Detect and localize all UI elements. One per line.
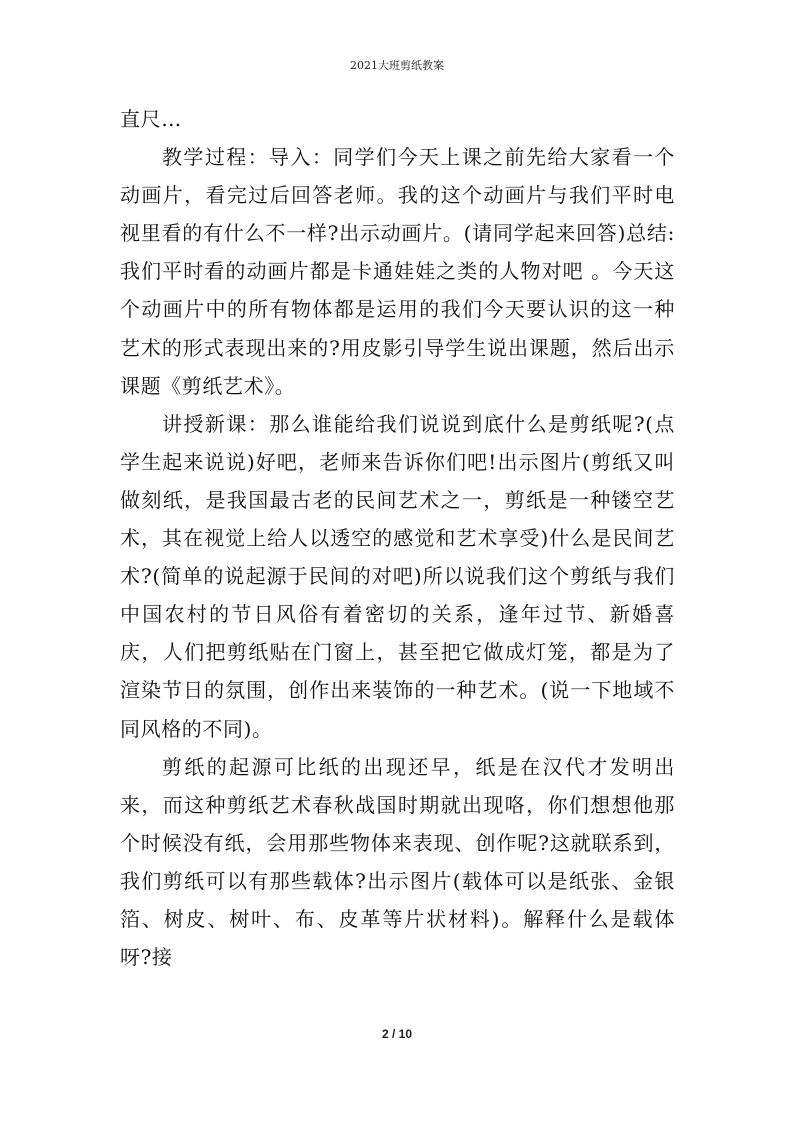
paragraph-materials-end: 直尺… xyxy=(120,107,182,131)
page-header xyxy=(0,59,794,73)
paragraph-paper-cutting-origin: 剪纸的起源可比纸的出现还早，纸是在汉代才发明出来，而这种剪纸艺术春秋战国时期就出现咯，你们想想他那个时候没有纸，会用那些物体来表现、创作呢?这就联系到，我们剪纸可以有那些载体?出示图片(载体可以是纸张、金银箔、树皮、树叶、布、皮革等片状材料)。解释什么是载体呀?接 xyxy=(120,754,675,970)
paragraph-teaching-process: 教学过程：导入：同学们今天上课之前先给大家看一个动画片，看完过后回答老师。我的这个动画片与我们平时电视里看的有什么不一样?出示动画片。(请同学起来回答)总结:我们平时看的动画片都是卡通娃娃之类的人物对吧 。今天这个动画片中的所有物体都是运用的我们今天要认识的这一种艺术的形式表现出来的?用皮影引导学生说出课题，然后出示课题《剪纸艺术》。 xyxy=(120,145,675,398)
document-body xyxy=(120,100,675,976)
paragraph-new-lesson: 讲授新课：那么谁能给我们说说到底什么是剪纸呢?(点学生起来说说)好吧，老师来告诉你们吧!出示图片(剪纸又叫做刻纸，是我国最古老的民间艺术之一，剪纸是一种镂空艺术，其在视觉上给人以透空的感觉和艺术享受)什么是民间艺术?(简单的说起源于民间的对吧)所以说我们这个剪纸与我们中国农村的节日风俗有着密切的关系，逢年过节、新婚喜庆，人们把剪纸贴在门窗上，甚至把它做成灯笼，都是为了渲染节日的氛围，创作出来装饰的一种艺术。(说一下地域不同风格的不同)。 xyxy=(120,411,675,741)
page-number: 2 / 10 xyxy=(381,1027,413,1041)
page-footer xyxy=(0,1027,794,1041)
document-title: 2021大班剪纸教案 xyxy=(350,59,444,72)
